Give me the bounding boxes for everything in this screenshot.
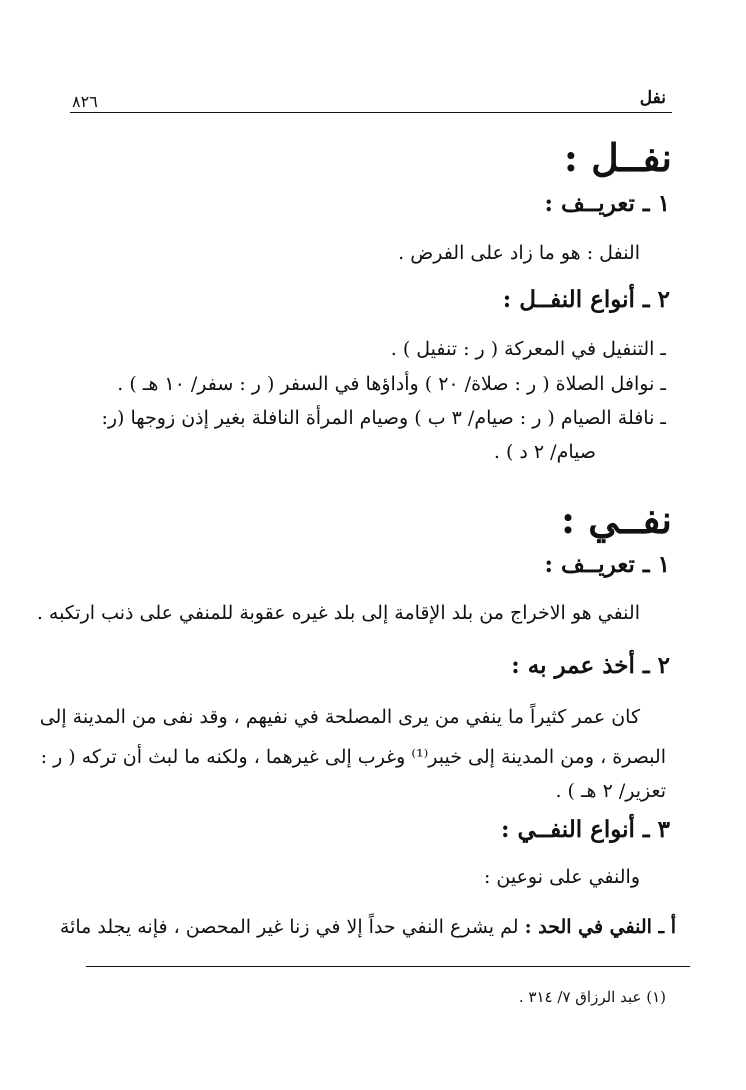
footnote: (١) عبد الرزاق ٧/ ٣١٤ . [518, 988, 666, 1006]
entry-title-nafl: نفــل : [563, 135, 672, 180]
list-item: ـ التنفيل في المعركة ( ر : تنفيل ) . [390, 338, 666, 360]
item-label: أ ـ النفي في الحد : [524, 916, 676, 938]
section-title-definition: ١ ـ تعريــف : [544, 190, 670, 217]
definition-text: النفي هو الاخراج من بلد الإقامة إلى بلد غيره عقوبة للمنفي على ذنب ارتكبه . [36, 602, 640, 624]
paragraph-line: البصرة ، ومن المدينة إلى خيبر⁽¹⁾ وغرب إلى غيرهما ، ولكنه ما لبث أن تركه ( ر : [40, 746, 666, 768]
section-title-types: ٣ ـ أنواع النفــي : [500, 816, 670, 843]
list-item-a [60, 916, 676, 938]
section-title-umar: ٢ ـ أخذ عمر به : [511, 652, 670, 679]
list-item-continuation: صيام/ ٢ د ) . [493, 441, 596, 463]
list-item: ـ نافلة الصيام ( ر : صيام/ ٣ ب ) وصيام المرأة النافلة بغير إذن زوجها (ر: [101, 407, 666, 429]
running-head-title: نفل [639, 88, 666, 108]
list-item: ـ نوافل الصلاة ( ر : صلاة/ ٢٠ ) وأداؤها في السفر ( ر : سفر/ ١٠ هـ ) . [117, 373, 666, 395]
footnote-rule [86, 966, 690, 967]
item-text: لم يشرع النفي حداً إلا في زنا غير المحصن ، فإنه يجلد مائة [59, 916, 519, 938]
paragraph-line: تعزير/ ٢ هـ ) . [555, 780, 666, 802]
definition-text: النفل : هو ما زاد على الفرض . [398, 242, 640, 264]
header-rule [70, 112, 672, 113]
entry-title-nafy: نفــي : [561, 497, 672, 542]
section-title-definition: ١ ـ تعريــف : [544, 551, 670, 578]
page-number: ٨٢٦ [72, 92, 98, 111]
paragraph-line: كان عمر كثيراً ما ينفي من يرى المصلحة في نفيهم ، وقد نفى من المدينة إلى [39, 706, 640, 728]
paragraph-line: والنفي على نوعين : [483, 866, 640, 888]
section-title-types: ٢ ـ أنواع النفــل : [502, 286, 670, 313]
